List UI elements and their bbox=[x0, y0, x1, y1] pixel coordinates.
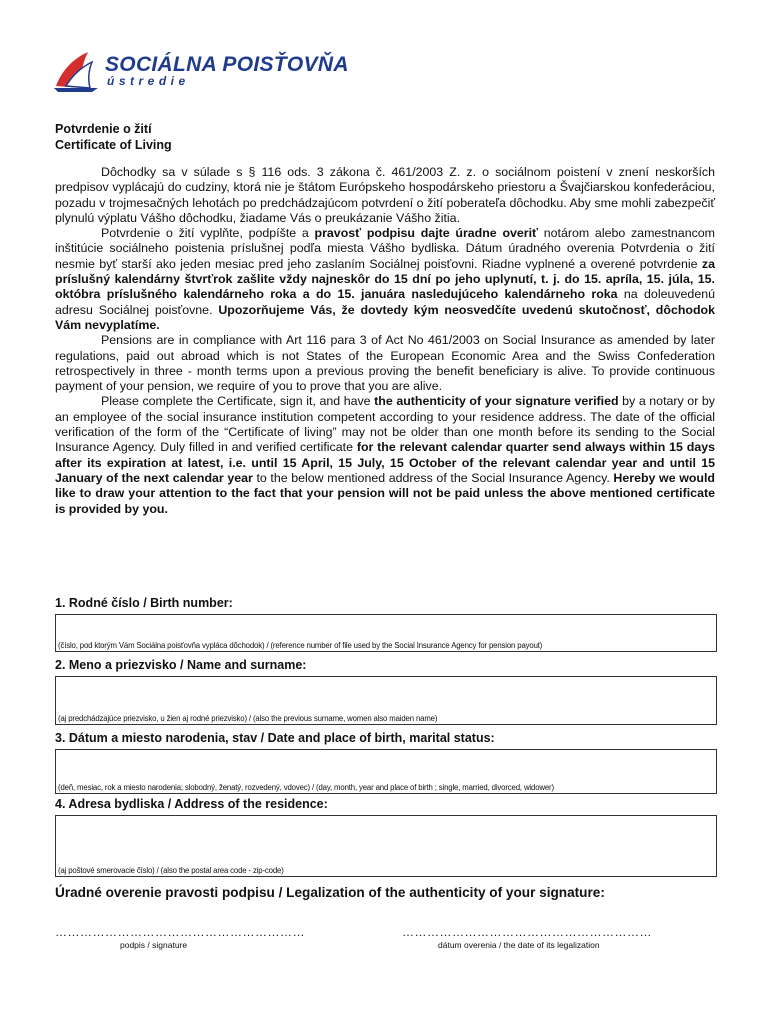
address-input[interactable] bbox=[55, 815, 717, 877]
date-line[interactable]: …………………………………………………… bbox=[402, 925, 652, 939]
name-input[interactable] bbox=[55, 676, 717, 725]
field-birth-date-place bbox=[55, 731, 717, 794]
paragraph-sk-2 bbox=[55, 226, 715, 333]
paragraph-en-2 bbox=[55, 394, 715, 516]
paragraph-en-1: Pensions are in compliance with Art 116 para 3 of Act No 461/2003 on Social Insurance as amended by later regulations, paid out abroad which is not States of the European Economic Area and the Swiss Confederation retrospectively in three - month terms upon a previous proving the benefit beneficiary is alive. To provide continuous payment of your pension, we require of you to prove that you are alive. bbox=[55, 333, 715, 394]
text-span: notárom alebo zamestnancom inštitúcie sociálneho poistenia príslušnej podľa miesta Vášho bydliska. Dátum úradného overenia Potvrdenia o žití nesmie byť starší ako jeden mesiac pred jeho zaslaním Sociálnej poisťovni. Riadne vyplnené a overené potvrdenie bbox=[55, 226, 716, 271]
bold-span: Upozorňujeme Vás, že dovtedy kým neosvedčíte uvedenú skutočnosť, dôchodok Vám nevyplatíme. bbox=[55, 302, 716, 332]
logo bbox=[52, 50, 372, 95]
document-title bbox=[55, 121, 172, 153]
field-hint: (aj predchádzajúce priezvisko, u žien aj rodné priezvisko) / (also the previous surname, women also maiden name) bbox=[58, 714, 438, 723]
signature-caption: podpis / signature bbox=[120, 940, 188, 950]
title-sk: Potvrdenie o žití bbox=[55, 122, 152, 136]
signature-line[interactable]: …………………………………………………… bbox=[55, 925, 305, 939]
bold-span: for the relevant calendar quarter send always within 15 days after its expiration at latest, i.e. until 15 April, 15 July, 15 October of the relevant calendar year and until 15 January of the next calendar year bbox=[55, 440, 716, 485]
title-en: Certificate of Living bbox=[55, 138, 172, 152]
body-text bbox=[55, 165, 715, 517]
paragraph-sk-1: Dôchodky sa v súlade s § 116 ods. 3 zákona č. 461/2003 Z. z. o sociálnom poistení v znení neskorších predpisov vyplácajú do cudziny, ktorá nie je štátom Európskeho hospodárskeho priestoru a Švajčiarskou konfederáciou, pozadu v trojmesačných lehotách po predchádzajúcom potvrdení o žití poberateľa dôchodku. Aby sme mohli zabezpečiť plynulú výplatu Vášho dôchodku, žiadame Vás o preukázanie Vášho žitia. bbox=[55, 165, 715, 225]
text-span: to the below mentioned address of the Social Insurance Agency. bbox=[252, 470, 614, 485]
text-span: Potvrdenie o žití vyplňte, podpíšte a bbox=[101, 226, 315, 241]
text-span: Please complete the Certificate, sign it, and have bbox=[101, 394, 375, 409]
bold-span: the authenticity of your signature verified bbox=[374, 394, 619, 409]
field-hint: (číslo, pod ktorým Vám Sociálna poisťovňa vypláca dôchodok) / (reference number of file used by the Social Insurance Agency for pension payout) bbox=[58, 641, 543, 650]
field-name bbox=[55, 658, 717, 725]
field-label: 4. Adresa bydliska / Address of the residence: bbox=[55, 797, 328, 811]
text-span: na doleuvedenú adresu Sociálnej poisťovne. bbox=[55, 287, 715, 317]
brand-name: SOCIÁLNA POISŤOVŇA bbox=[105, 53, 349, 76]
field-label: 1. Rodné číslo / Birth number: bbox=[55, 596, 233, 610]
date-caption: dátum overenia / the date of its legalization bbox=[438, 940, 600, 950]
bold-span: za príslušný kalendárny štvrťrok zašlite vždy najneskôr do 15 dní po jeho uplynutí, t. j. do 15. apríla, 15. júla, 15. októbra príslušného kalendárneho roka a do 15. januára nasledujúceho kalendárneho roka bbox=[55, 256, 715, 302]
field-birth-number bbox=[55, 596, 717, 652]
field-hint: (deň, mesiac, rok a miesto narodenia; slobodný, ženatý, rozvedený, vdovec) / (day, month, year and place of birth ; single, married, divorced, widower) bbox=[58, 783, 554, 792]
bold-span: pravosť podpisu dajte úradne overiť bbox=[314, 226, 538, 241]
field-hint: (aj poštové smerovacie číslo) / (also the postal area code - zip-code) bbox=[58, 866, 284, 875]
field-label: 2. Meno a priezvisko / Name and surname: bbox=[55, 658, 307, 672]
brand-subtitle: ústredie bbox=[107, 74, 190, 88]
bold-span: Hereby we would like to draw your attention to the fact that your pension will not be paid unless the above mentioned certificate is provided by you. bbox=[55, 470, 715, 516]
birth-date-place-input[interactable] bbox=[55, 749, 717, 794]
legalization-heading: Úradné overenie pravosti podpisu / Legalization of the authenticity of your signature: bbox=[55, 885, 605, 900]
field-label: 3. Dátum a miesto narodenia, stav / Date and place of birth, marital status: bbox=[55, 731, 495, 745]
logo-sail-icon bbox=[52, 50, 104, 92]
text-span: by a notary or by an employee of the social insurance institution competent according to your residence address. The date of the official verification of the form of the “Certificate of living” may not be older than one month before its sending to the Social Insurance Agency. Duly filled in and verified certificate bbox=[55, 394, 715, 455]
field-address bbox=[55, 797, 717, 877]
birth-number-input[interactable] bbox=[55, 614, 717, 652]
